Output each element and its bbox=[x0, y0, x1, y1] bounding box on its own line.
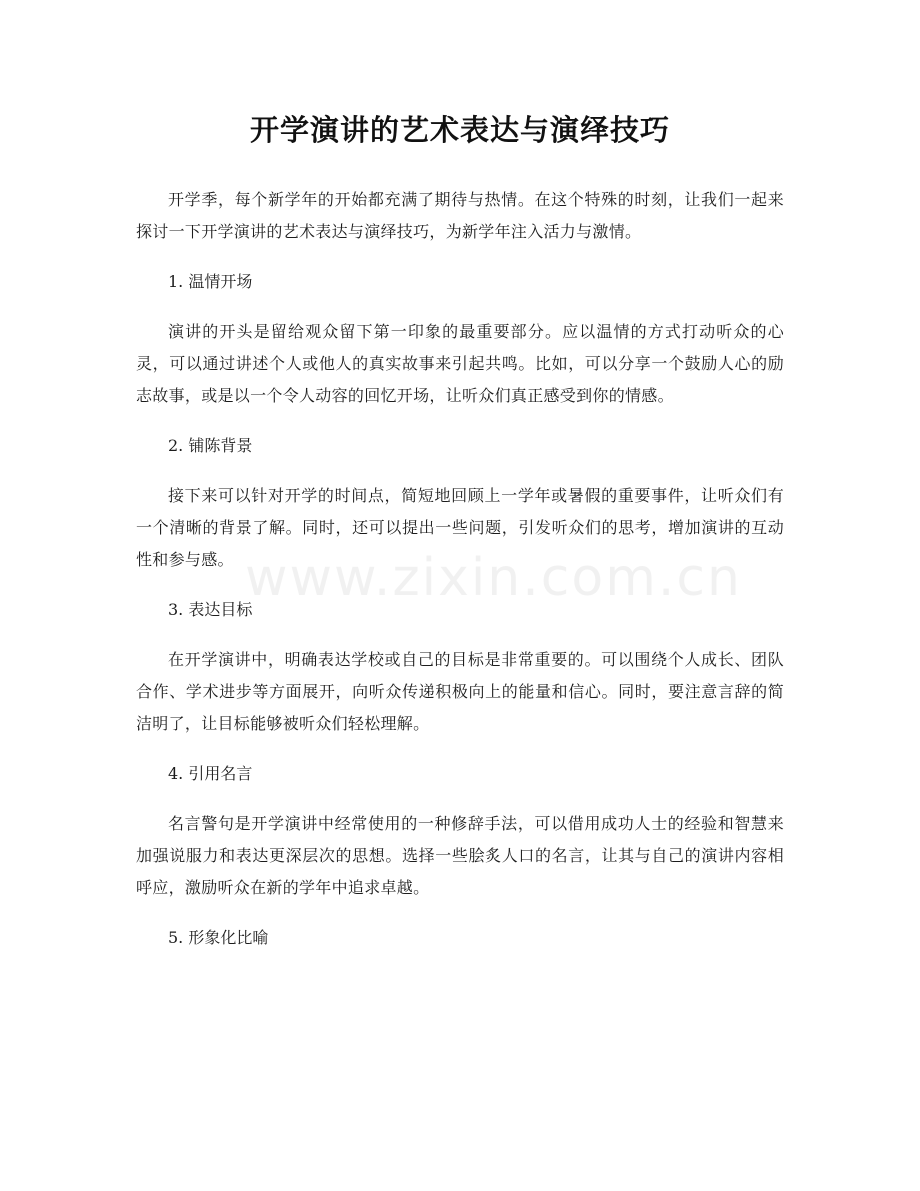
document-body bbox=[136, 184, 784, 972]
watermark: www.zixin.com.cn bbox=[245, 548, 742, 608]
section-paragraph-1: 演讲的开头是留给观众留下第一印象的最重要部分。应以温情的方式打动听众的心灵，可以通过讲述个人或他人的真实故事来引起共鸣。比如，可以分享一个鼓励人心的励志故事，或是以一个令人动容的回忆开场，让听众们真正感受到你的情感。 bbox=[136, 322, 784, 405]
intro-paragraph: 开学季，每个新学年的开始都充满了期待与热情。在这个特殊的时刻，让我们一起来探讨一下开学演讲的艺术表达与演绎技巧，为新学年注入活力与激情。 bbox=[136, 190, 784, 241]
section-heading-1: 1. 温情开场 bbox=[168, 272, 253, 291]
section-heading-2: 2. 铺陈背景 bbox=[168, 436, 253, 455]
page-title: 开学演讲的艺术表达与演绎技巧 bbox=[249, 113, 670, 147]
section-heading-3: 3. 表达目标 bbox=[168, 600, 253, 619]
section-paragraph-3: 在开学演讲中，明确表达学校或自己的目标是非常重要的。可以围绕个人成长、团队合作、学术进步等方面展开，向听众传递积极向上的能量和信心。同时，要注意言辞的简洁明了，让目标能够被听众们轻松理解。 bbox=[136, 650, 784, 733]
section-heading-4: 4. 引用名言 bbox=[168, 764, 253, 783]
section-paragraph-4: 名言警句是开学演讲中经常使用的一种修辞手法，可以借用成功人士的经验和智慧来加强说服力和表达更深层次的思想。选择一些脍炙人口的名言，让其与自己的演讲内容相呼应，激励听众在新的学年中追求卓越。 bbox=[136, 814, 784, 897]
section-paragraph-2: 接下来可以针对开学的时间点，简短地回顾上一学年或暑假的重要事件，让听众们有一个清晰的背景了解。同时，还可以提出一些问题，引发听众们的思考，增加演讲的互动性和参与感。 bbox=[136, 486, 784, 569]
section-heading-5: 5. 形象化比喻 bbox=[168, 928, 269, 947]
